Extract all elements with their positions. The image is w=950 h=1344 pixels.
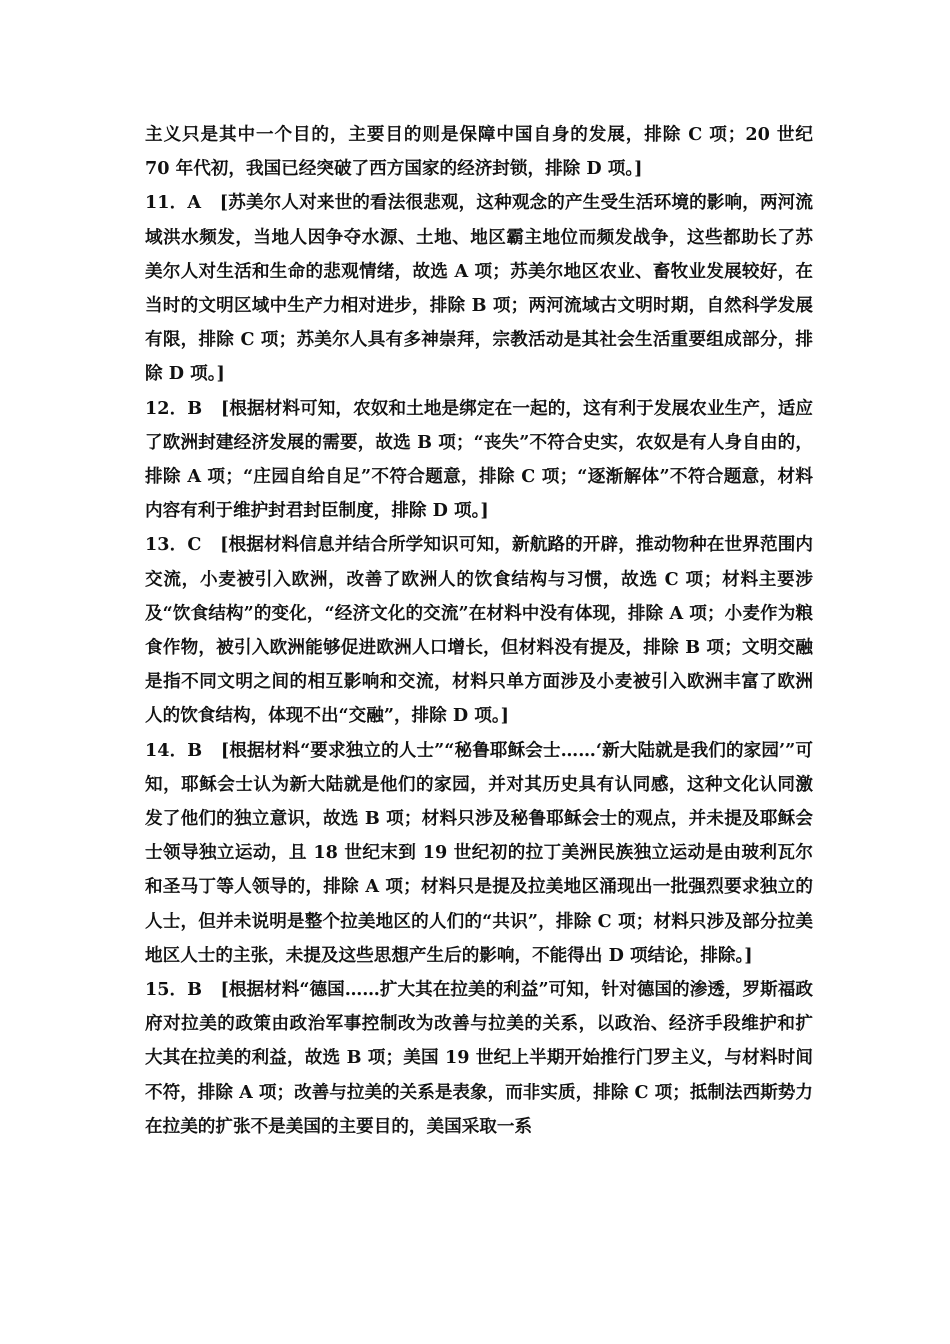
answer-item-14 <box>145 734 813 973</box>
question-number: 14． <box>145 739 188 761</box>
question-number: 15． <box>145 979 188 1001</box>
paragraph-continuation <box>145 118 813 186</box>
answer-item-15 <box>145 973 813 1144</box>
question-number: 13． <box>145 534 188 556</box>
explanation-text: [根据材料信息并结合所学知识可知，新航路的开辟，推动物种在世界范围内交流，小麦被引入欧洲，改善了欧洲人的饮食结构与习惯，故选 C 项；材料主要涉及“饮食结构”的变化，“经济文化的交流”在材料中没有体现，排除 A 项；小麦作为粮食作物，被引入欧洲能够促进欧洲人口增长，但材料没有提及，排除 B 项；文明交融是指不同文明之间的相互影响和交流，材料只单方面涉及小麦被引入欧洲丰富了欧洲人的饮食结构，体现不出“交融”，排除 D 项。] <box>145 534 814 727</box>
answer-item-13 <box>145 528 813 733</box>
explanation-text: [根据材料“要求独立的人士”“秘鲁耶稣会士……‘新大陆就是我们的家园’”可知，耶稣会士认为新大陆就是他们的家园，并对其历史具有认同感，这种文化认同激发了他们的独立意识，故选 B 项；材料只涉及秘鲁耶稣会士的观点，并未提及耶稣会士领导独立运动，且 18 世纪末到 19 世纪初的拉丁美洲民族独立运动是由玻利瓦尔和圣马丁等人领导的，排除 A 项；材料只是提及拉美地区涌现出一批强烈要求独立的人士，但并未说明是整个拉美地区的人们的“共识”，排除 C 项；材料只涉及部分拉美地区人士的主张，未提及这些思想产生后的影响，不能得出 D 项结论，排除。] <box>145 739 813 966</box>
answer-choice: B <box>187 979 203 1001</box>
question-number: 12． <box>145 397 188 419</box>
explanation-text: [根据材料“德国……扩大其在拉美的利益”可知，针对德国的渗透，罗斯福政府对拉美的政策由政治军事控制改为改善与拉美的关系，以政治、经济手段维护和扩大其在拉美的利益，故选 B 项；美国 19 世纪上半期开始推行门罗主义，与材料时间不符，排除 A 项；改善与拉美的关系是表象，而非实质，排除 C 项；抵制法西斯势力在拉美的扩张不是美国的主要目的，美国采取一系 <box>145 979 813 1137</box>
answer-choice: A <box>187 192 201 214</box>
explanation-text: [苏美尔人对来世的看法很悲观，这种观念的产生受生活环境的影响，两河流域洪水频发，当地人因争夺水源、土地、地区霸主地位而频发战争，这些都助长了苏美尔人对生活和生命的悲观情绪，故选 A 项；苏美尔地区农业、畜牧业发展较好，在当时的文明区域中生产力相对进步，排除 B 项；两河流域古文明时期，自然科学发展有限，排除 C 项；苏美尔人具有多神崇拜，宗教活动是其社会生活重要组成部分，排除 D 项。] <box>145 192 814 385</box>
answer-choice: B <box>187 739 203 761</box>
answer-choice: C <box>187 534 202 556</box>
answer-item-11 <box>145 186 813 391</box>
explanation-text: [根据材料可知，农奴和土地是绑定在一起的，这有利于发展农业生产，适应了欧洲封建经济发展的需要，故选 B 项；“丧失”不符合史实，农奴是有人身自由的，排除 A 项；“庄园自给自足”不符合题意，排除 C 项；“逐渐解体”不符合题意，材料内容有利于维护封君封臣制度，排除 D 项。] <box>145 397 813 522</box>
answer-explanations <box>145 118 813 1144</box>
question-number: 11． <box>145 192 188 214</box>
paragraph-text: 主义只是其中一个目的，主要目的则是保障中国自身的发展，排除 C 项；20 世纪 70 年代初，我国已经突破了西方国家的经济封锁，排除 D 项。] <box>145 124 813 180</box>
answer-choice: B <box>187 397 203 419</box>
answer-item-12 <box>145 392 813 529</box>
